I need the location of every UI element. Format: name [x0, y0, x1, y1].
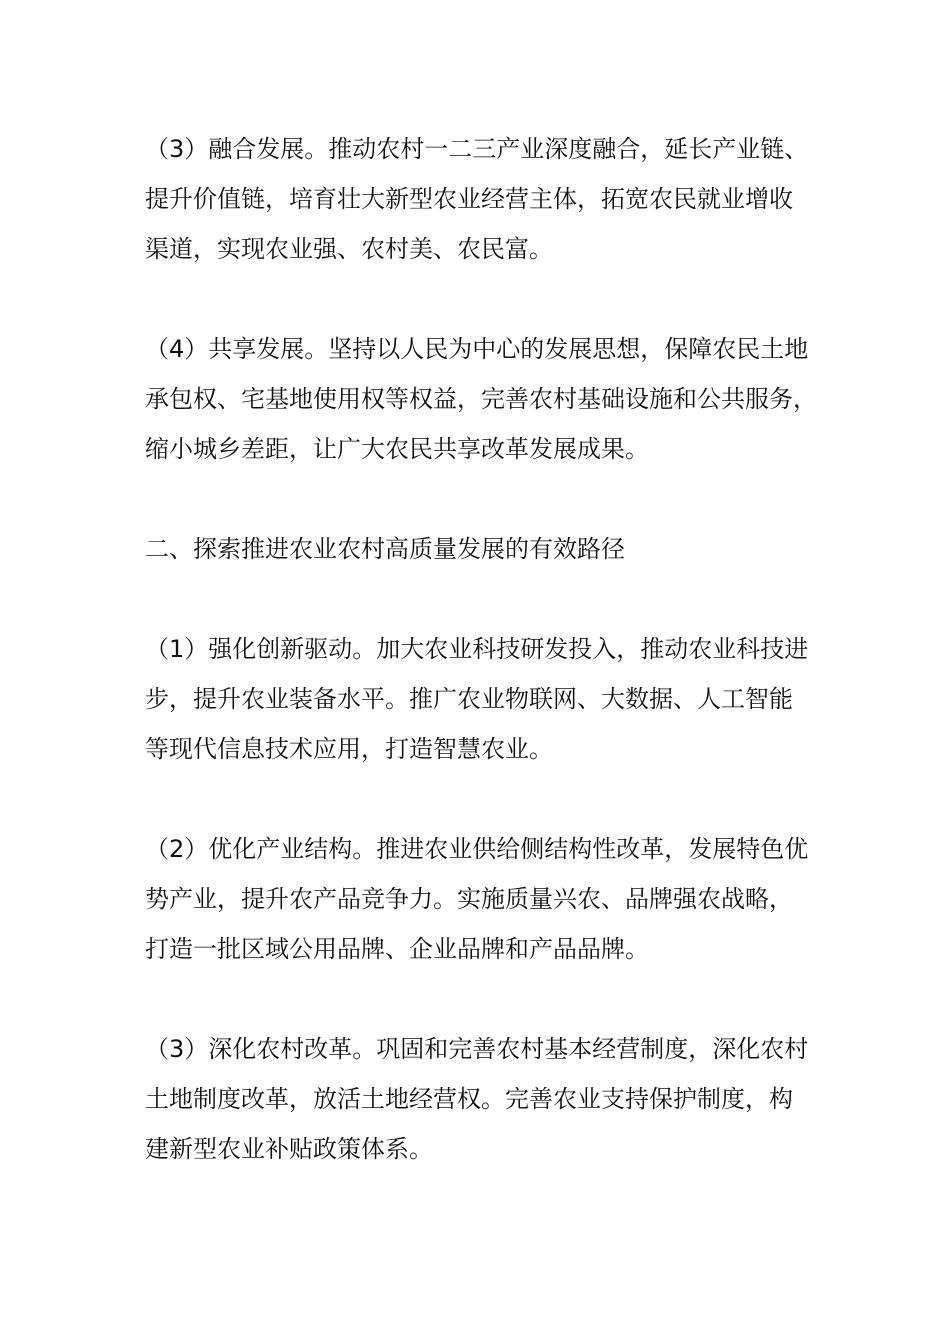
- paragraph-line: （1）强化创新驱动。加大农业科技研发投入，推动农业科技进: [145, 635, 809, 663]
- paragraph-line: 步，提升农业装备水平。推广农业物联网、大数据、人工智能: [145, 685, 793, 713]
- paragraph-line: 缩小城乡差距，让广大农民共享改革发展成果。: [145, 435, 649, 463]
- paragraph-line: 渠道，实现农业强、农村美、农民富。: [145, 235, 553, 263]
- paragraph-line: （3）融合发展。推动农村一二三产业深度融合，延长产业链、: [145, 135, 809, 163]
- paragraph-line: （3）深化农村改革。巩固和完善农村基本经营制度，深化农村: [145, 1035, 809, 1063]
- paragraph-line: 打造一批区域公用品牌、企业品牌和产品品牌。: [145, 935, 649, 963]
- paragraph-line: 提升价值链，培育壮大新型农业经营主体，拓宽农民就业增收: [145, 185, 793, 213]
- paragraph-line: （2）优化产业结构。推进农业供给侧结构性改革，发展特色优: [145, 835, 809, 863]
- paragraph-line: 土地制度改革，放活土地经营权。完善农业支持保护制度，构: [145, 1085, 793, 1113]
- paragraph-line: 承包权、宅基地使用权等权益，完善农村基础设施和公共服务，: [145, 385, 817, 413]
- paragraph-line: 等现代信息技术应用，打造智慧农业。: [145, 735, 553, 763]
- paragraph-line: 建新型农业补贴政策体系。: [145, 1135, 433, 1163]
- section-heading: 二、探索推进农业农村高质量发展的有效路径: [145, 535, 625, 563]
- paragraph-line: （4）共享发展。坚持以人民为中心的发展思想，保障农民土地: [145, 335, 809, 363]
- paragraph-line: 势产业，提升农产品竞争力。实施质量兴农、品牌强农战略，: [145, 885, 793, 913]
